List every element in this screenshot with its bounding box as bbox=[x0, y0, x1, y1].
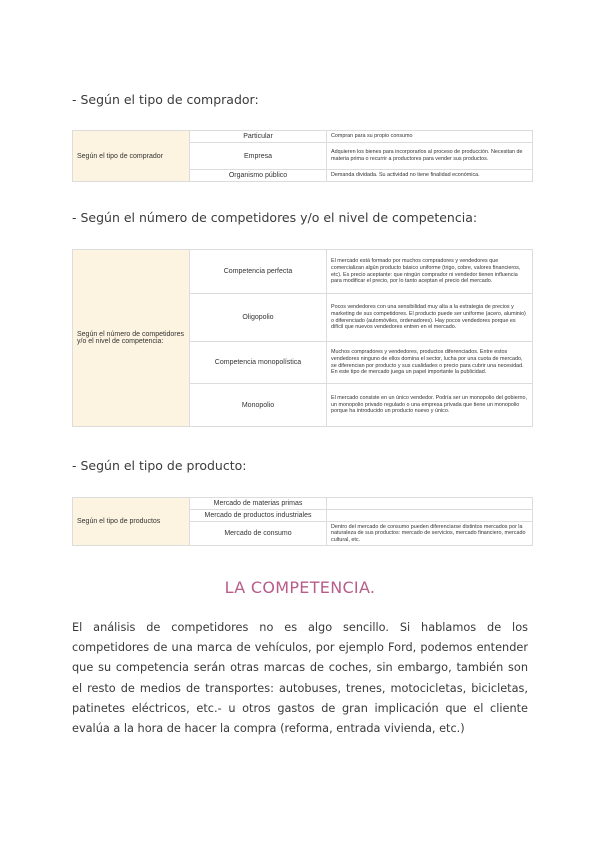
desc-cell bbox=[327, 510, 533, 522]
type-cell: Mercado de consumo bbox=[190, 522, 327, 546]
type-cell: Mercado de productos industriales bbox=[190, 510, 327, 522]
section-title-competencia: LA COMPETENCIA. bbox=[224, 578, 376, 597]
table-tipo-comprador bbox=[72, 130, 533, 182]
section-heading-comprador: - Según el tipo de comprador: bbox=[72, 92, 259, 107]
type-cell: Empresa bbox=[190, 143, 327, 170]
competencia-paragraph: El análisis de competidores no es algo sencillo. Si hablamos de los competidores de una marca de vehículos, por ejemplo Ford, podemos entender que su competencia serán otras marcas de coches, sin embargo, también son el resto de medios de transportes: autobuses, trenes, motocicletas, bicicletas, patinetes eléctricos, etc.- u otros gastos de gran implicación que el cliente evalúa a la hora de hacer la compra (reforma, entrada vivienda, etc.) bbox=[72, 621, 528, 736]
desc-cell: Muchos compradores y vendedores, productos diferenciados. Entre estos vendedores ninguno de ellos domina el sector, lucha por una cuota de mercado, se diferencian por producto y sus cualidades o precio para cubrir una necesidad. En este tipo de mercado juega un papel importante la publicidad. bbox=[327, 342, 533, 384]
desc-cell: El mercado está formado por muchos compradores y vendedores que comercializan algún producto básico uniforme (trigo, cobre, valores financieros, etc). Es precio aceptante: que ningún comprador ni vendedor tienen influencia para modificar el precio, por lo tanto aceptan el precio del mercado. bbox=[327, 250, 533, 294]
table-row bbox=[73, 250, 533, 294]
type-cell: Monopolio bbox=[190, 384, 327, 427]
desc-cell: Adquieren los bienes para incorporarlos al proceso de producción. Necesitan de materia prima o recurrir a productores para vender sus productos. bbox=[327, 143, 533, 170]
table-row bbox=[73, 131, 533, 143]
category-cell: Según el tipo de productos bbox=[73, 498, 190, 546]
desc-cell: Dentro del mercado de consumo pueden diferenciarse distintos mercados por la naturaleza de sus productos: mercado de servicios, mercado financiero, mercado cultural, etc. bbox=[327, 522, 533, 546]
type-cell: Mercado de materias primas bbox=[190, 498, 327, 510]
table-row bbox=[73, 498, 533, 510]
type-cell: Oligopolio bbox=[190, 294, 327, 342]
type-cell: Competencia perfecta bbox=[190, 250, 327, 294]
category-cell: Según el tipo de comprador bbox=[73, 131, 190, 182]
section-heading-competidores: - Según el número de competidores y/o el nivel de competencia: bbox=[72, 210, 478, 225]
desc-cell: Pocos vendedores con una sensibilidad muy alta a la estrategia de precios y marketing de sus competidores. El producto puede ser uniforme (acero, aluminio) o diferenciado (automóviles, ordenadores). Hay pocos vendedores porque es difícil que nuevos vendedores entren en el mercado. bbox=[327, 294, 533, 342]
type-cell: Particular bbox=[190, 131, 327, 143]
desc-cell: Demanda dividada. Su actividad no tiene finalidad económica. bbox=[327, 170, 533, 182]
table-tipo-producto bbox=[72, 497, 533, 546]
desc-cell: El mercado consiste en un único vendedor. Podría ser un monopolio del gobierno, un monopolio privado regulado o una empresa privada que tiene un monopolio porque ha introducido un producto nuevo y único. bbox=[327, 384, 533, 427]
desc-cell: Compran para su propio consumo bbox=[327, 131, 533, 143]
desc-cell bbox=[327, 498, 533, 510]
type-cell: Competencia monopolística bbox=[190, 342, 327, 384]
table-nivel-competencia bbox=[72, 249, 533, 427]
category-cell: Según el número de competidores y/o el nivel de competencia: bbox=[73, 250, 190, 427]
type-cell: Organismo público bbox=[190, 170, 327, 182]
section-heading-producto: - Según el tipo de producto: bbox=[72, 458, 247, 473]
